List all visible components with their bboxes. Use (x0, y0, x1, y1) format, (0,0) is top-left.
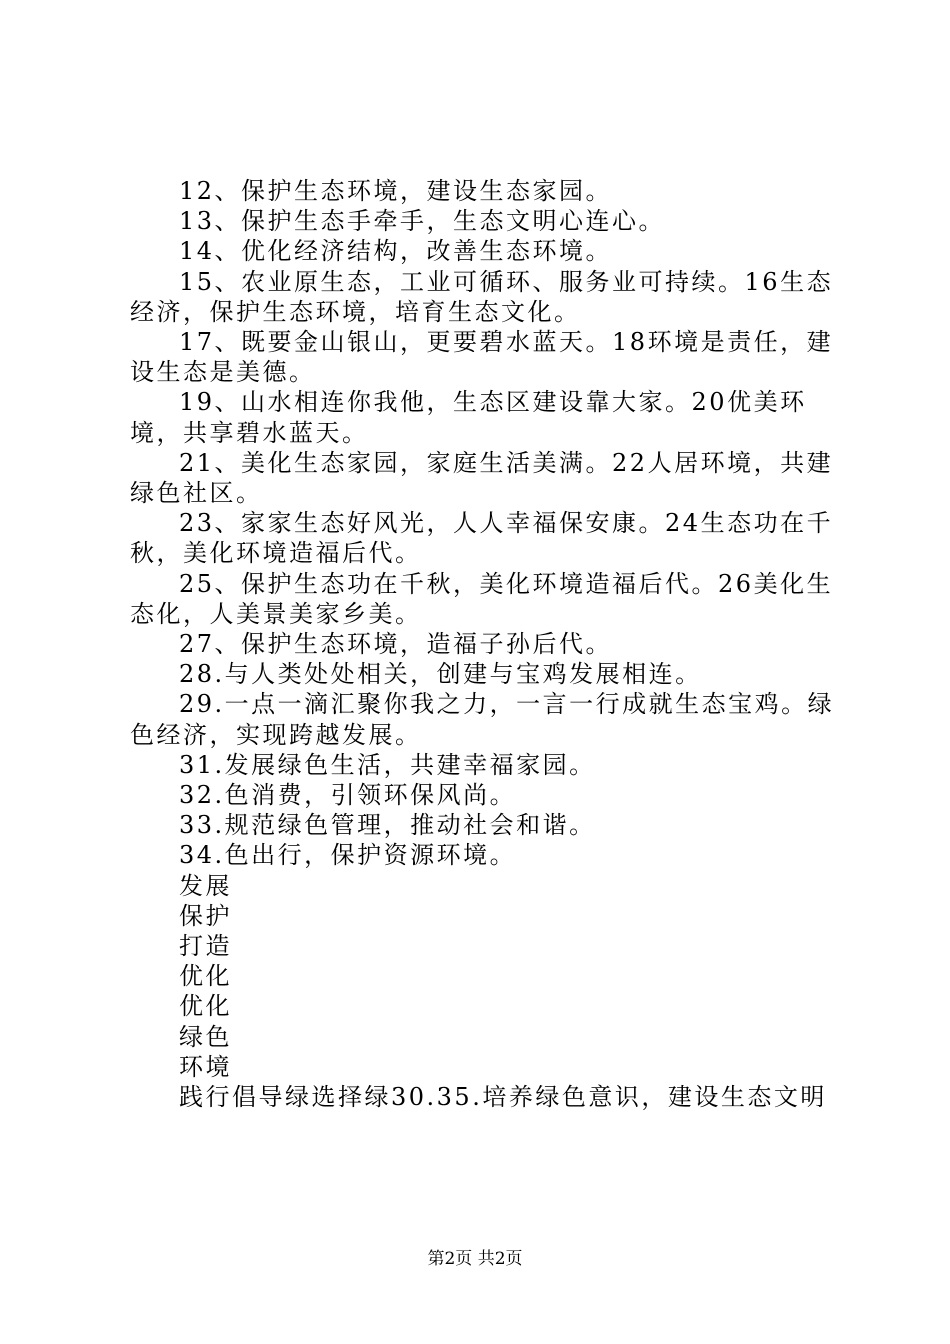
paragraph-15-16: 15、农业原生态，工业可循环、服务业可持续。16生态经济，保护生态环境，培育生态文化。 (130, 267, 834, 326)
word-line: 保护 (179, 901, 232, 930)
word-line: 打造 (179, 932, 232, 961)
paragraph-29: 29.一点一滴汇聚你我之力，一言一行成就生态宝鸡。绿色经济，实现跨越发展。 (130, 690, 835, 749)
word-line: 优化 (179, 962, 232, 991)
paragraph-27: 27、保护生态环境，造福子孙后代。 (179, 630, 613, 659)
paragraph-final: 践行倡导绿选择绿30.35.培养绿色意识，建设生态文明 (179, 1083, 827, 1112)
paragraph-25-26: 25、保护生态功在千秋，美化环境造福后代。26美化生态化，人美景美家乡美。 (130, 569, 834, 628)
paragraph-28: 28.与人类处处相关，创建与宝鸡发展相连。 (179, 660, 702, 689)
word-line: 绿色 (179, 1022, 232, 1051)
word-line: 优化 (179, 992, 232, 1021)
paragraph-23-24: 23、家家生态好风光，人人幸福保安康。24生态功在千秋，美化环境造福后代。 (130, 509, 834, 568)
paragraph-33: 33.规范绿色管理，推动社会和谐。 (179, 811, 596, 840)
paragraph-21-22: 21、美化生态家园，家庭生活美满。22人居环境，共建绿色社区。 (130, 448, 834, 508)
document-body (130, 176, 840, 1112)
paragraph-17-18: 17、既要金山银山，更要碧水蓝天。18环境是责任，建设生态是美德。 (130, 328, 834, 387)
paragraph-31: 31.发展绿色生活，共建幸福家园。 (179, 750, 596, 779)
paragraph-14: 14、优化经济结构，改善生态环境。 (179, 237, 613, 266)
word-line: 环境 (179, 1052, 232, 1081)
paragraph-12: 12、保护生态环境，建设生态家园。 (179, 177, 613, 205)
paragraph-19-20: 19、山水相连你我他，生态区建设靠大家。20优美环境，共享碧水蓝天。 (130, 388, 807, 447)
paragraph-32: 32.色消费，引领环保风尚。 (179, 781, 517, 810)
paragraph-34: 34.色出行，保护资源环境。 (179, 841, 517, 870)
word-line: 发展 (179, 871, 232, 900)
page-footer: 第2页 共2页 (427, 1249, 523, 1269)
paragraph-13: 13、保护生态手牵手，生态文明心连心。 (179, 207, 666, 236)
